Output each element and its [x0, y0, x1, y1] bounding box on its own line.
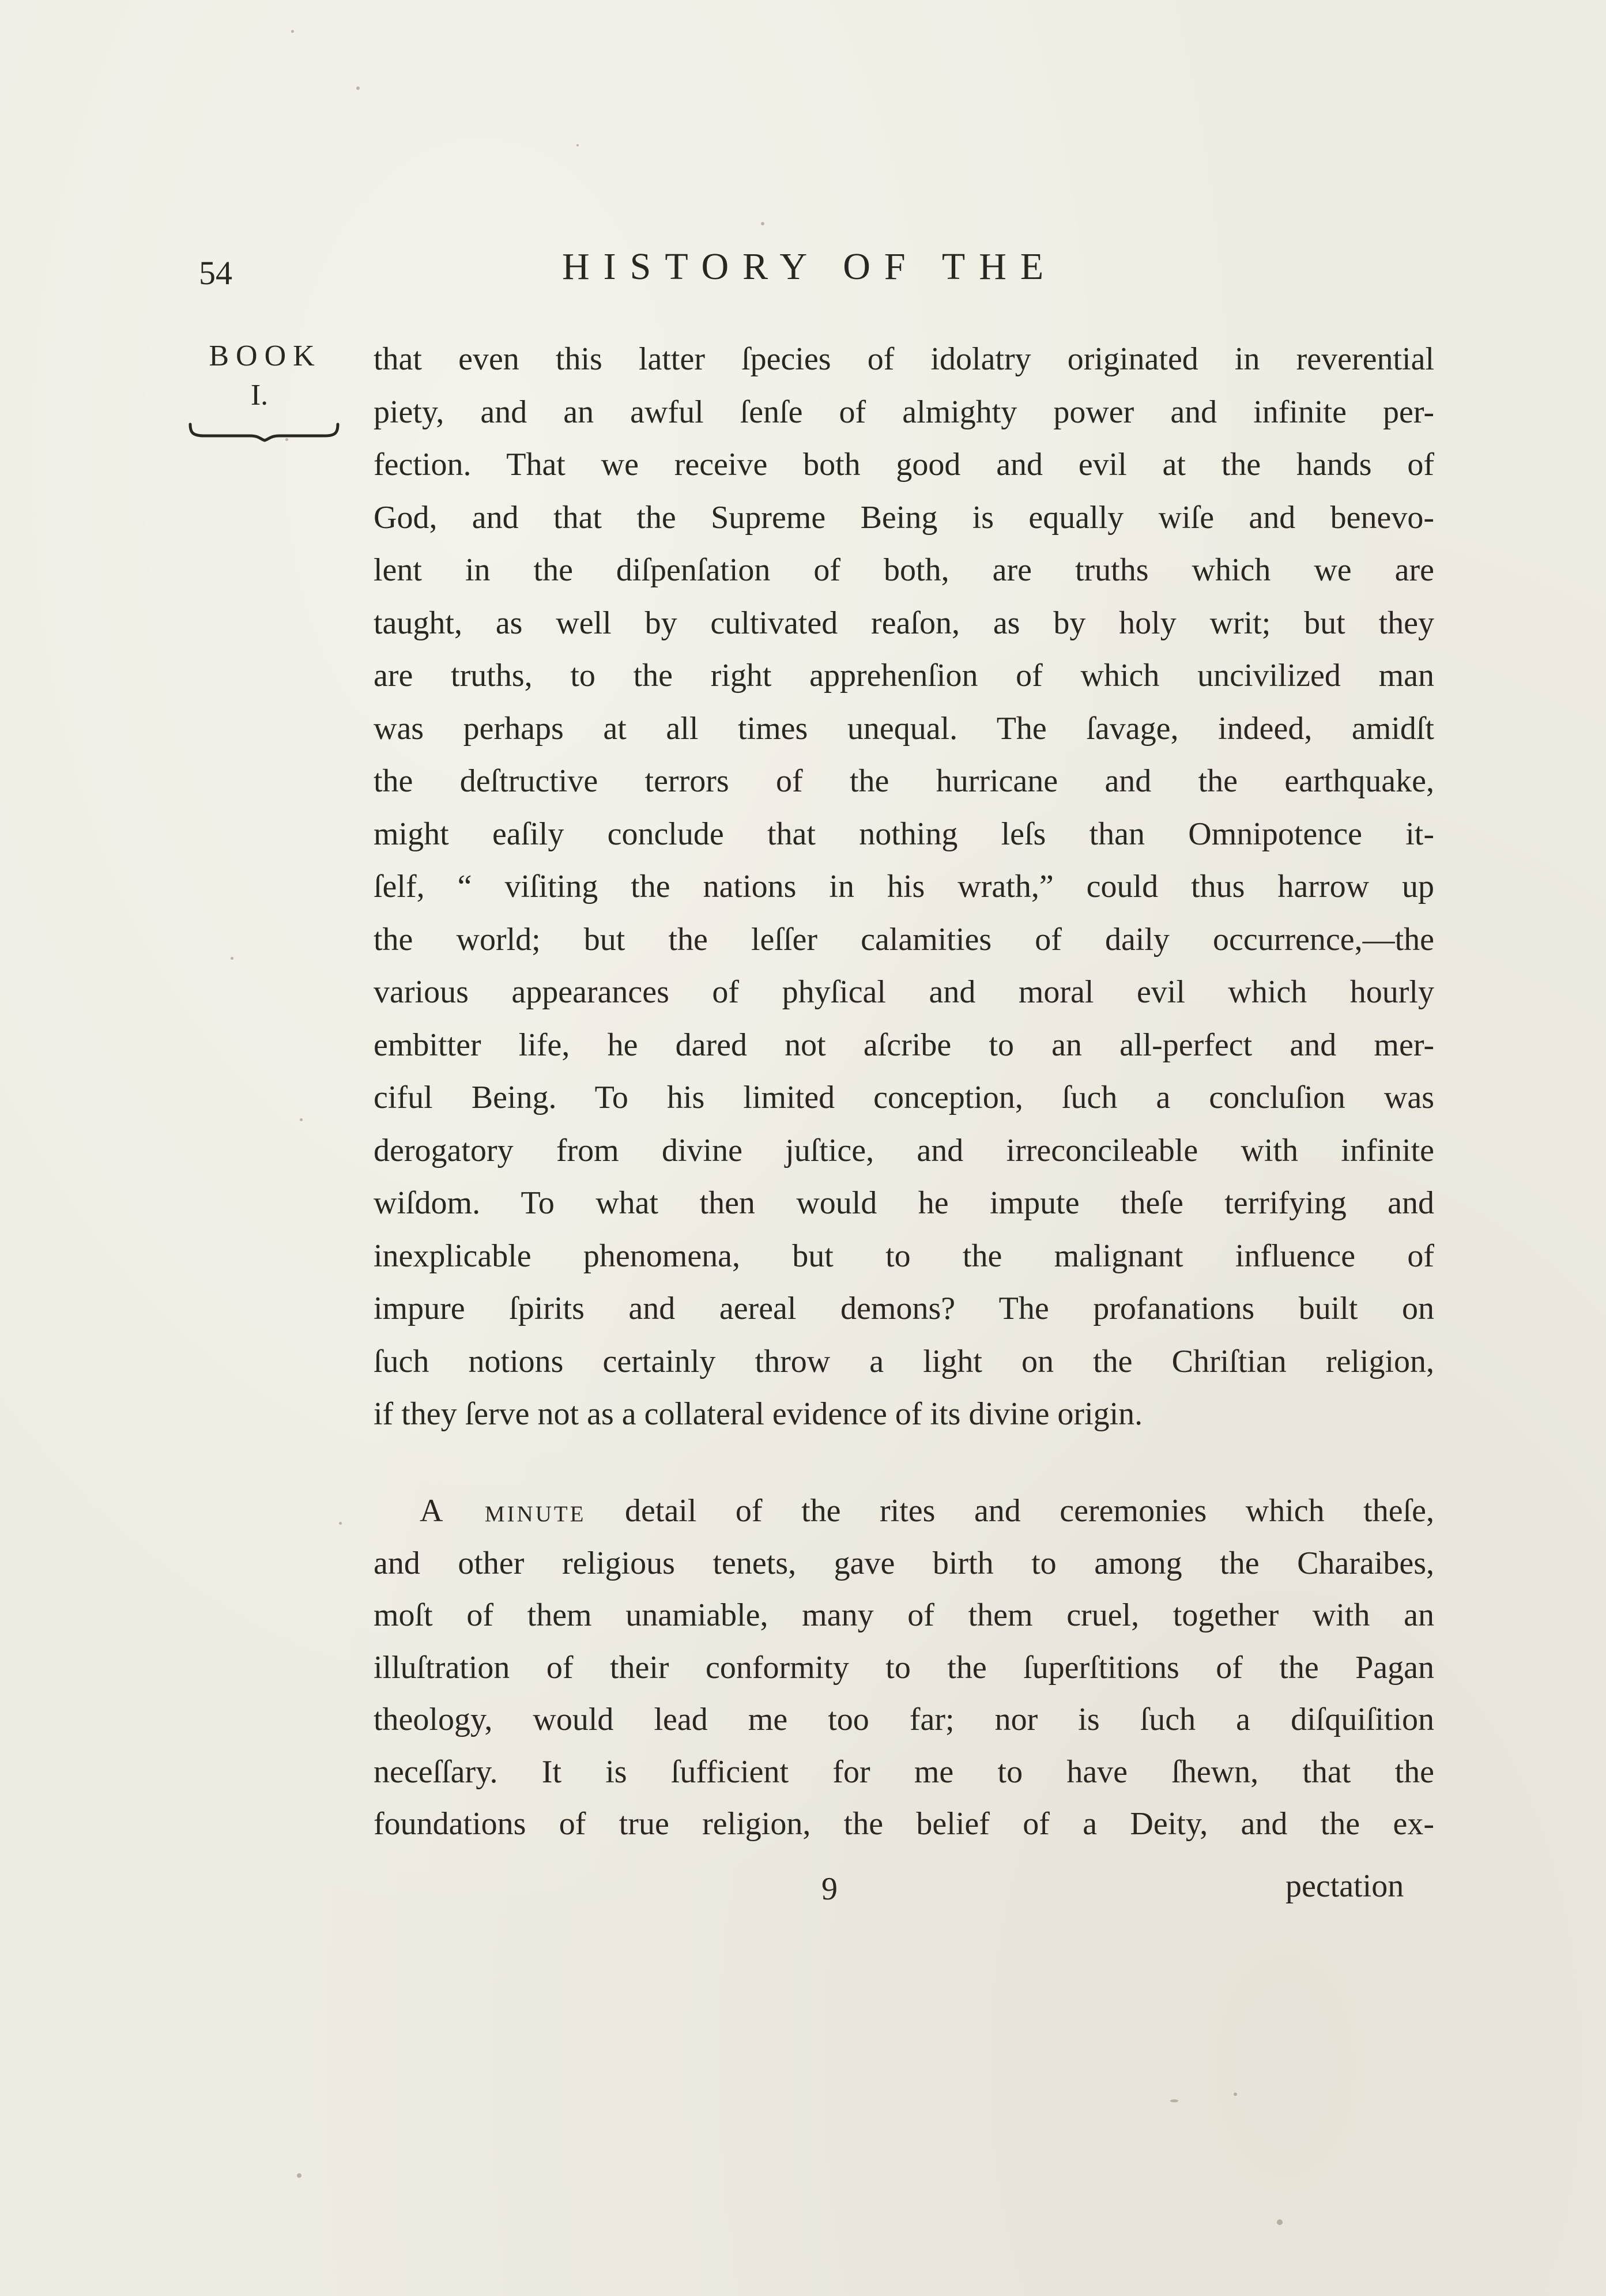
paragraph-1: [374, 333, 1434, 1441]
text-line: fection. That we receive both good and evil at the hands of: [374, 447, 1434, 482]
text-line: [374, 1485, 1434, 1537]
text-line: neceſſary. It is ſufficient for me to have ſhewn, that the: [374, 1754, 1434, 1790]
text-line: ſelf, “ viſiting the nations in his wrath,” could thus harrow up: [374, 869, 1434, 904]
text-line: theology, would lead me too far; nor is ſuch a diſquiſition: [374, 1702, 1434, 1737]
text-line: are truths, to the right apprehenſion of which uncivilized man: [374, 658, 1434, 693]
text-line: embitter life, he dared not aſcribe to an all-perfect and mer-: [374, 1027, 1434, 1063]
catchword: pectation: [1285, 1868, 1404, 1904]
text-line: moſt of them unamiable, many of them cruel, together with an: [374, 1597, 1434, 1633]
text-line: derogatory from divine juſtice, and irreconcileable with infinite: [374, 1132, 1434, 1168]
paper-speck: [1170, 2099, 1178, 2102]
page-number: 54: [199, 254, 232, 292]
small-caps-lead: A minute: [420, 1493, 586, 1529]
paper-speck: [576, 144, 579, 146]
text-line: and other religious tenets, gave birth to among the Charaibes,: [374, 1545, 1434, 1581]
paper-speck: [1234, 2093, 1237, 2096]
text-line: impure ſpirits and aereal demons? The profanations built on: [374, 1291, 1434, 1326]
paper-speck: [291, 30, 294, 33]
text-line: was perhaps at all times unequal. The ſavage, indeed, amidſt: [374, 710, 1434, 747]
paper-speck: [1277, 2219, 1283, 2225]
text-line: God, and that the Supreme Being is equally wiſe and benevo-: [374, 499, 1434, 536]
text-line: piety, and an awful ſenſe of almighty power and infinite per-: [374, 394, 1434, 430]
text-line: taught, as well by cultivated reaſon, as by holy writ; but they: [374, 605, 1434, 641]
paragraph-2: [374, 1485, 1434, 1850]
paper-speck: [356, 86, 360, 90]
paper-speck: [300, 1118, 303, 1121]
signature-mark: 9: [821, 1871, 838, 1907]
paper-speck: [297, 2173, 301, 2178]
text-line: various appearances of phyſical and moral evil which hourly: [374, 974, 1434, 1010]
text-line: inexplicable phenomena, but to the malignant influence of: [374, 1238, 1434, 1274]
paper-speck: [761, 222, 764, 225]
margin-note: [190, 339, 340, 443]
text-line: the deſtructive terrors of the hurricane and the earthquake,: [374, 763, 1434, 799]
margin-book-label: BOOK: [209, 340, 322, 372]
text-line: ſuch notions certainly throw a light on the Chriſtian religion,: [374, 1343, 1434, 1379]
running-title: HISTORY OF THE: [562, 246, 1058, 288]
paper-speck: [231, 957, 233, 960]
margin-book-number: I.: [250, 379, 269, 412]
paper-speck: [339, 1522, 342, 1525]
text-line: that even this latter ſpecies of idolatry originated in reverential: [374, 341, 1434, 377]
text-line: illuſtration of their conformity to the ſuperſtitions of the Pagan: [374, 1649, 1434, 1686]
text-line: might eaſily conclude that nothing leſs than Omnipotence it-: [374, 816, 1434, 852]
text-line: if they ſerve not as a collateral evidence of its divine origin.: [374, 1396, 1143, 1432]
text-line: the world; but the leſſer calamities of daily occurrence,—the: [374, 921, 1434, 957]
brace-swash-icon: [187, 420, 342, 443]
text-line: ciful Being. To his limited conception, ſuch a concluſion was: [374, 1080, 1434, 1115]
first-line-rest: detail of the rites and ceremonies which theſe,: [625, 1493, 1434, 1529]
text-line: lent in the diſpenſation of both, are truths which we are: [374, 552, 1434, 588]
text-line: foundations of true religion, the belief of a Deity, and the ex-: [374, 1806, 1434, 1842]
text-line: wiſdom. To what then would he impute theſe terrifying and: [374, 1185, 1434, 1221]
